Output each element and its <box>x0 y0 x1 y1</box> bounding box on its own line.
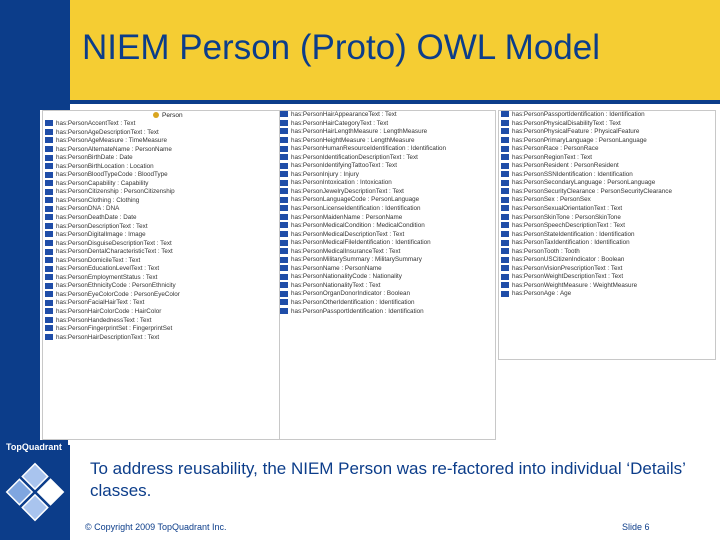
property-row <box>43 265 279 274</box>
property-row <box>43 214 279 223</box>
property-label: has:PersonIntoxication : Intoxication <box>291 179 392 187</box>
property-row <box>278 290 495 299</box>
property-row <box>278 162 495 171</box>
property-row <box>499 265 715 274</box>
property-label: has:PersonLanguageCode : PersonLanguage <box>291 196 420 204</box>
property-label: has:PersonHumanResourceIdentification : Identification <box>291 145 447 153</box>
property-row <box>43 163 279 172</box>
property-row <box>499 205 715 214</box>
property-row <box>43 334 279 343</box>
property-icon <box>45 300 53 306</box>
property-row <box>43 120 279 129</box>
property-icon <box>45 283 53 289</box>
property-row <box>278 205 495 214</box>
slide-number: Slide 6 <box>622 522 650 532</box>
property-label: has:PersonCitizenship : PersonCitizenship <box>56 188 175 196</box>
logo-wordmark-box <box>2 440 68 530</box>
property-row <box>278 282 495 291</box>
property-icon <box>45 172 53 178</box>
property-row <box>43 197 279 206</box>
property-icon <box>501 137 509 143</box>
logo-wordmark: TopQuadrant <box>6 442 62 452</box>
property-row <box>499 273 715 282</box>
property-icon <box>280 291 288 297</box>
slide-caption: To address reusability, the NIEM Person was re-factored into individual ‘Details’ classes. <box>90 459 686 500</box>
property-label: has:PersonEmploymentStatus : Text <box>56 273 158 281</box>
property-icon <box>45 291 53 297</box>
property-row <box>43 129 279 138</box>
property-label: has:PersonPhysicalDisabilityText : Text <box>512 119 621 127</box>
property-row <box>43 223 279 232</box>
property-row <box>499 145 715 154</box>
property-label: has:PersonIdentifyingTattooText : Text <box>291 162 397 170</box>
property-icon <box>45 257 53 263</box>
property-icon <box>501 154 509 160</box>
property-label: has:PersonStateIdentification : Identification <box>512 230 635 238</box>
property-label: has:PersonWeightMeasure : WeightMeasure <box>512 281 638 289</box>
property-row <box>43 317 279 326</box>
property-label: has:PersonHeightMeasure : LengthMeasure <box>291 136 415 144</box>
property-label: has:PersonMilitarySummary : MilitarySummary <box>291 256 422 264</box>
property-icon <box>45 325 53 331</box>
property-icon <box>45 129 53 135</box>
property-label: has:PersonDescriptionText : Text <box>56 222 148 230</box>
property-label: has:PersonClothing : Clothing <box>56 196 140 204</box>
property-icon <box>501 274 509 280</box>
property-icon <box>501 282 509 288</box>
property-row <box>499 111 715 120</box>
property-icon <box>501 214 509 220</box>
property-row <box>278 256 495 265</box>
property-icon <box>501 205 509 211</box>
property-label: has:PersonFacialHairText : Text <box>56 299 145 307</box>
property-label: has:PersonMaidenName : PersonName <box>291 213 403 221</box>
property-row <box>43 154 279 163</box>
property-icon <box>280 205 288 211</box>
property-row <box>43 274 279 283</box>
property-row <box>278 299 495 308</box>
property-row <box>499 196 715 205</box>
property-icon <box>501 222 509 228</box>
property-label: has:PersonAlternateName : PersonName <box>56 145 172 153</box>
property-row <box>499 239 715 248</box>
property-row <box>499 231 715 240</box>
property-row <box>278 231 495 240</box>
property-label: has:PersonEthnicityCode : PersonEthnicity <box>56 282 176 290</box>
property-row <box>499 188 715 197</box>
property-icon <box>501 163 509 169</box>
property-label: has:PersonDisguiseDescriptionText : Text <box>56 239 172 247</box>
property-icon <box>45 240 53 246</box>
property-row <box>278 214 495 223</box>
property-label: has:PersonTaxIdentification : Identification <box>512 239 630 247</box>
property-icon <box>45 206 53 212</box>
property-icon <box>501 111 509 117</box>
property-label: has:PersonTooth : Tooth <box>512 247 580 255</box>
property-row <box>499 214 715 223</box>
property-icon <box>280 128 288 134</box>
property-label: has:PersonHairDescriptionText : Text <box>56 333 160 341</box>
property-row <box>499 128 715 137</box>
property-row <box>278 137 495 146</box>
property-row <box>499 248 715 257</box>
property-row <box>278 222 495 231</box>
property-icon <box>280 154 288 160</box>
property-icon <box>501 257 509 263</box>
property-label: has:PersonOtherIdentification : Identification <box>291 299 415 307</box>
property-row <box>278 308 495 317</box>
property-label: has:PersonRace : PersonRace <box>512 145 599 153</box>
property-icon <box>280 180 288 186</box>
property-icon <box>280 188 288 194</box>
property-row <box>499 120 715 129</box>
property-icon <box>280 222 288 228</box>
diagram-column-3 <box>498 110 716 360</box>
property-label: has:PersonEyeColorCode : PersonEyeColor <box>56 290 180 298</box>
property-icon <box>280 265 288 271</box>
property-label: has:PersonAgeDescriptionText : Text <box>56 128 159 136</box>
property-label: has:PersonSecurityClearance : PersonSecurityClearance <box>512 187 672 195</box>
property-icon <box>45 317 53 323</box>
property-label: has:PersonRegionText : Text <box>512 153 593 161</box>
property-row <box>43 240 279 249</box>
property-row <box>278 248 495 257</box>
copyright-text: © Copyright 2009 TopQuadrant Inc. <box>85 522 227 532</box>
property-icon <box>45 137 53 143</box>
property-icon <box>501 146 509 152</box>
property-icon <box>45 180 53 186</box>
root-class-label: Person <box>162 112 183 119</box>
property-icon <box>45 146 53 152</box>
property-label: has:PersonHairAppearanceText : Text <box>291 111 397 118</box>
property-row <box>499 137 715 146</box>
root-class-node <box>43 111 279 120</box>
property-label: has:PersonResident : PersonResident <box>512 162 619 170</box>
property-label: has:PersonSecondaryLanguage : PersonLanguage <box>512 179 656 187</box>
property-icon <box>280 274 288 280</box>
property-icon <box>501 265 509 271</box>
header-divider <box>70 100 720 104</box>
property-icon <box>45 214 53 220</box>
property-label: has:PersonSSNIdentification : Identification <box>512 170 633 178</box>
property-row <box>43 248 279 257</box>
property-label: has:PersonJewelryDescriptionText : Text <box>291 187 404 195</box>
property-label: has:PersonSex : PersonSex <box>512 196 591 204</box>
property-row <box>278 128 495 137</box>
property-icon <box>501 231 509 237</box>
property-row <box>278 171 495 180</box>
property-icon <box>45 249 53 255</box>
property-icon <box>45 231 53 237</box>
property-label: has:PersonInjury : Injury <box>291 170 359 178</box>
property-label: has:PersonWeightDescriptionText : Text <box>512 273 624 281</box>
property-label: has:PersonBloodTypeCode : BloodType <box>56 171 168 179</box>
property-label: has:PersonSpeechDescriptionText : Text <box>512 222 625 230</box>
property-row <box>43 325 279 334</box>
property-row <box>278 273 495 282</box>
property-label: has:PersonPassportIdentification : Identification <box>512 111 645 118</box>
property-label: has:PersonDomicileText : Text <box>56 256 141 264</box>
property-label: has:PersonMedicalDescriptionText : Text <box>291 230 405 238</box>
property-row <box>43 188 279 197</box>
property-icon <box>45 308 53 314</box>
property-row <box>278 239 495 248</box>
property-icon <box>280 282 288 288</box>
property-row <box>43 146 279 155</box>
property-label: has:PersonHairCategoryText : Text <box>291 119 389 127</box>
property-icon <box>280 120 288 126</box>
property-icon <box>501 197 509 203</box>
property-icon <box>280 308 288 314</box>
property-icon <box>280 146 288 152</box>
class-icon <box>153 112 159 118</box>
property-icon <box>45 274 53 280</box>
property-icon <box>45 223 53 229</box>
property-label: has:PersonHairColorCode : HairColor <box>56 308 162 316</box>
property-label: has:PersonUSCitizenIndicator : Boolean <box>512 256 625 264</box>
property-icon <box>501 188 509 194</box>
property-icon <box>280 171 288 177</box>
property-icon <box>280 197 288 203</box>
property-row <box>43 257 279 266</box>
property-label: has:PersonDNA : DNA <box>56 205 120 213</box>
property-row <box>43 231 279 240</box>
property-row <box>43 291 279 300</box>
owl-model-diagram <box>40 110 718 445</box>
property-label: has:PersonName : PersonName <box>291 264 382 272</box>
diagram-column-2 <box>278 110 496 440</box>
property-label: has:PersonIdentificationDescriptionText : Text <box>291 153 418 161</box>
property-icon <box>280 231 288 237</box>
property-label: has:PersonSkinTone : PersonSkinTone <box>512 213 621 221</box>
property-label: has:PersonVisionPrescriptionText : Text <box>512 264 623 272</box>
property-icon <box>501 128 509 134</box>
property-row <box>499 222 715 231</box>
property-icon <box>280 137 288 143</box>
property-label: has:PersonBirthDate : Date <box>56 154 133 162</box>
property-row <box>278 145 495 154</box>
property-label: has:PersonMedicalCondition : MedicalCondition <box>291 222 425 230</box>
property-icon <box>45 155 53 161</box>
diagram-column-1 <box>42 110 280 440</box>
property-label: has:PersonDeathDate : Date <box>56 214 137 222</box>
property-row <box>278 179 495 188</box>
property-label: has:PersonEducationLevelText : Text <box>56 265 160 273</box>
property-label: has:PersonNationalityText : Text <box>291 281 381 289</box>
property-icon <box>280 248 288 254</box>
property-row <box>499 290 715 299</box>
property-row <box>43 137 279 146</box>
property-label: has:PersonSexualOrientationText : Text <box>512 205 623 213</box>
property-icon <box>280 240 288 246</box>
property-icon <box>280 214 288 220</box>
property-row <box>278 265 495 274</box>
property-icon <box>501 180 509 186</box>
property-label: has:PersonHandednessText : Text <box>56 316 152 324</box>
property-icon <box>280 163 288 169</box>
slide-title: NIEM Person (Proto) OWL Model <box>82 28 601 67</box>
property-icon <box>501 171 509 177</box>
property-icon <box>501 248 509 254</box>
property-row <box>278 120 495 129</box>
property-row <box>278 111 495 120</box>
property-icon <box>45 197 53 203</box>
property-row <box>499 154 715 163</box>
property-label: has:PersonBirthLocation : Location <box>56 162 154 170</box>
property-icon <box>280 111 288 117</box>
property-label: has:PersonFingerprintSet : FingerprintSet <box>56 325 173 333</box>
property-label: has:PersonOrganDonorIndicator : Boolean <box>291 290 411 298</box>
property-label: has:PersonCapability : Capability <box>56 179 149 187</box>
property-icon <box>501 291 509 297</box>
property-icon <box>501 240 509 246</box>
property-row <box>499 256 715 265</box>
property-row <box>499 282 715 291</box>
property-label: has:PersonPassportIdentification : Identification <box>291 307 424 315</box>
property-row <box>499 179 715 188</box>
property-label: has:PersonMedicalInsuranceText : Text <box>291 247 401 255</box>
property-row <box>278 196 495 205</box>
property-label: has:PersonAccentText : Text <box>56 120 136 127</box>
property-icon <box>501 120 509 126</box>
property-icon <box>45 163 53 169</box>
property-label: has:PersonAgeMeasure : TimeMeasure <box>56 137 167 145</box>
property-label: has:PersonHairLengthMeasure : LengthMeasure <box>291 128 428 136</box>
property-label: has:PersonPhysicalFeature : PhysicalFeature <box>512 128 640 136</box>
property-icon <box>280 299 288 305</box>
property-label: has:PersonDigitalImage : Image <box>56 231 146 239</box>
property-label: has:PersonNationalityCode : Nationality <box>291 273 402 281</box>
property-row <box>499 162 715 171</box>
property-row <box>43 205 279 214</box>
property-row <box>43 299 279 308</box>
property-label: has:PersonPrimaryLanguage : PersonLanguage <box>512 136 647 144</box>
property-row <box>43 282 279 291</box>
property-row <box>278 154 495 163</box>
property-row <box>43 308 279 317</box>
property-icon <box>280 257 288 263</box>
property-row <box>499 171 715 180</box>
property-label: has:PersonAge : Age <box>512 290 572 298</box>
property-row <box>278 188 495 197</box>
property-icon <box>45 266 53 272</box>
property-row <box>43 171 279 180</box>
property-row <box>43 180 279 189</box>
property-label: has:PersonDentalCharacteristicText : Text <box>56 248 173 256</box>
property-icon <box>45 334 53 340</box>
property-icon <box>45 189 53 195</box>
property-icon <box>45 120 53 126</box>
property-label: has:PersonMedicalFileIdentification : Identification <box>291 239 431 247</box>
property-label: has:PersonLicenseIdentification : Identification <box>291 205 421 213</box>
